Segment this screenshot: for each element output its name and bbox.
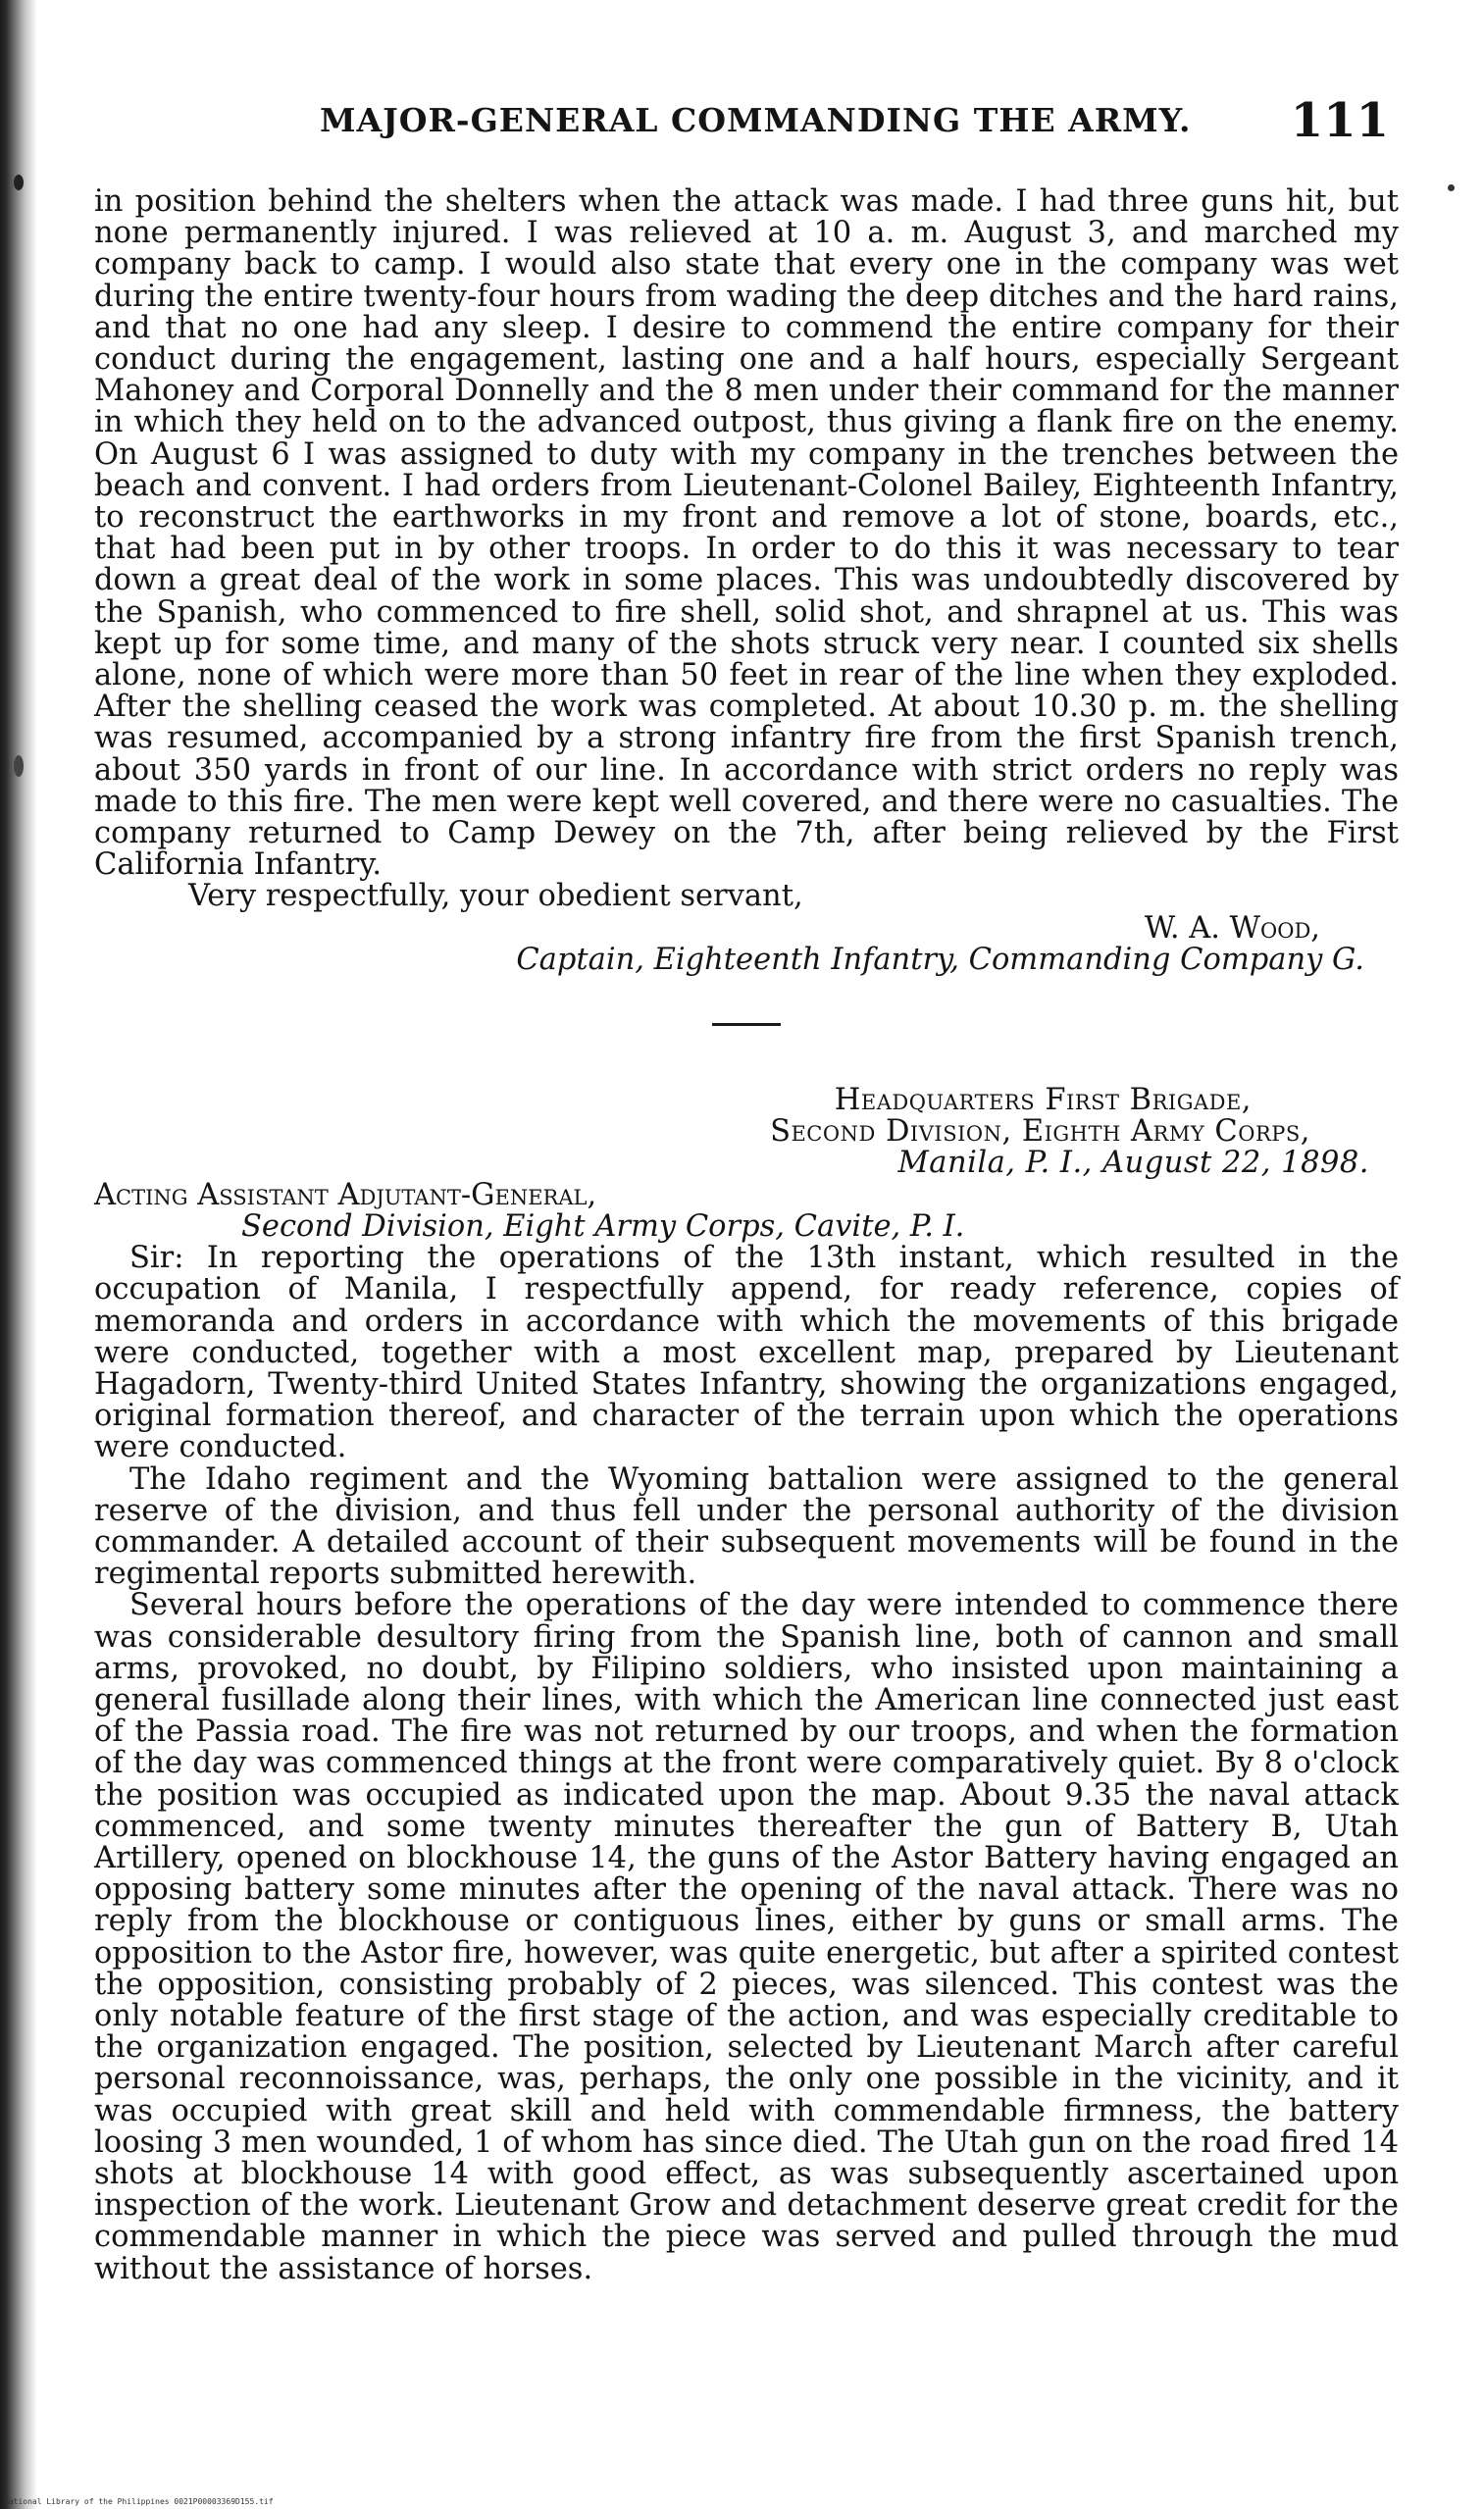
letter-heading-line-1: Headquarters First Brigade, [834, 1083, 1252, 1118]
scan-speck [1448, 184, 1455, 191]
addressee-line-2: Second Division, Eight Army Corps, Cavite, P. I. [241, 1208, 965, 1244]
addressee-line-1: Acting Assistant Adjutant-General, [94, 1177, 597, 1212]
scan-speck [14, 175, 24, 190]
book-spine-shadow [0, 0, 37, 2509]
letter-one-paragraph: in position behind the shelters when the attack was made. I had three guns hit, but none permanently injured. I was relieved at 10 a. m. August 3, and marched my company back to camp. I would also state that every one in the company was wet during the entire twenty-four hours from wading the deep ditches and the hard rains, and that no one had any sleep. I desire to commend the entire company for their conduct during the engagement, lasting one and a half hours, especially Sergeant Mahoney and Corporal Donnelly and the 8 men under their command for the manner in which they held on to the advanced outpost, thus giving a flank fire on the enemy. On August 6 I was assigned to duty with my company in the trenches between the beach and convent. I had orders from Lieutenant-Colonel Bailey, Eighteenth Infantry, to reconstruct the earthworks in my front and remove a lot of stone, boards, etc., that had been put in by other troops. In order to do this it was necessary to tear down a great deal of the work in some places. This was undoubtedly discovered by the Spanish, who commenced to fire shell, solid shot, and shrapnel at us. This was kept up for some time, and many of the shots struck very near. I counted six shells alone, none of which were more than 50 feet in rear of the line when they exploded. After the shelling ceased the work was completed. At about 10.30 p. m. the shelling was resumed, accompanied by a strong infantry fire from the first Spanish trench, about 350 yards in front of our line. In accordance with strict orders no reply was made to this fire. The men were kept well covered, and there were no casualties. The company returned to Camp Dewey on the 7th, after being relieved by the First California Infantry. [94, 184, 1399, 883]
body-text [94, 186, 1399, 2285]
running-title: MAJOR-GENERAL COMMANDING THE ARMY. [320, 101, 1192, 139]
scan-footer: National Library of the Philippines 0021P00003369D155.tif [4, 2497, 274, 2506]
page-number: 111 [1290, 93, 1389, 148]
signature-name: W. A. Wood, [1144, 910, 1320, 946]
letter-closing: Very respectfully, your obedient servant, [188, 879, 803, 914]
report-paragraph: The Idaho regiment and the Wyoming battalion were assigned to the general reserve of the division, and thus fell under the personal authority of the division commander. A detailed account of their subsequent movements will be found in the regimental reports submitted herewith. [94, 1461, 1399, 1592]
report-paragraph: Several hours before the operations of the day were intended to commence there was considerable desultory firing from the Spanish line, both of cannon and small arms, provoked, no doubt, by Filipino soldiers, who insisted upon maintaining a general fusillade along their lines, with which the American line connected just east of the Passia road. The fire was not returned by our troops, and when the formation of the day was commenced things at the front were comparatively quiet. By 8 o'clock the position was occupied as indicated upon the map. About 9.35 the naval attack commenced, and some twenty minutes thereafter the gun of Battery B, Utah Artillery, opened on blockhouse 14, the guns of the Astor Battery having engaged an opposing battery some minutes after the opening of the naval attack. There was no reply from the blockhouse or contiguous lines, either by guns or small arms. The opposition to the Astor fire, however, was quite energetic, but after a spirited contest the opposition, consisting probably of 2 pieces, was silenced. This contest was the only notable feature of the first stage of the action, and was especially creditable to the organization engaged. The position, selected by Lieutenant March after careful personal reconnoissance, was, perhaps, the only one possible in the vicinity, and it was occupied with great skill and held with commendable firmness, the battery loosing 3 men wounded, 1 of whom has since died. The Utah gun on the road fired 14 shots at blockhouse 14 with good effect, as was subsequently ascertained upon inspection of the work. Lieutenant Grow and detachment deserve great credit for the commendable manner in which the piece was served and pulled through the mud without the assistance of horses. [94, 1588, 1399, 2286]
letter-heading-line-2: Second Division, Eighth Army Corps, [770, 1114, 1310, 1150]
section-divider [712, 1023, 781, 1026]
running-head [94, 93, 1399, 152]
letter-heading-date: Manila, P. I., August 22, 1898. [897, 1146, 1369, 1181]
document-page [94, 0, 1399, 2491]
scan-speck [14, 755, 24, 777]
signature-title: Captain, Eighteenth Infantry, Commanding Company G. [516, 942, 1364, 977]
report-paragraph: Sir: In reporting the operations of the 13th instant, which resulted in the occupation of Manila, I respectfully append, for ready reference, copies of memoranda and orders in accordance with which the movements of this brigade were conducted, together with a most excellent map, prepared by Lieutenant Hagadorn, Twenty-third United States Infantry, showing the organizations engaged, original formation thereof, and character of the terrain upon which the operations were conducted. [94, 1241, 1399, 1465]
